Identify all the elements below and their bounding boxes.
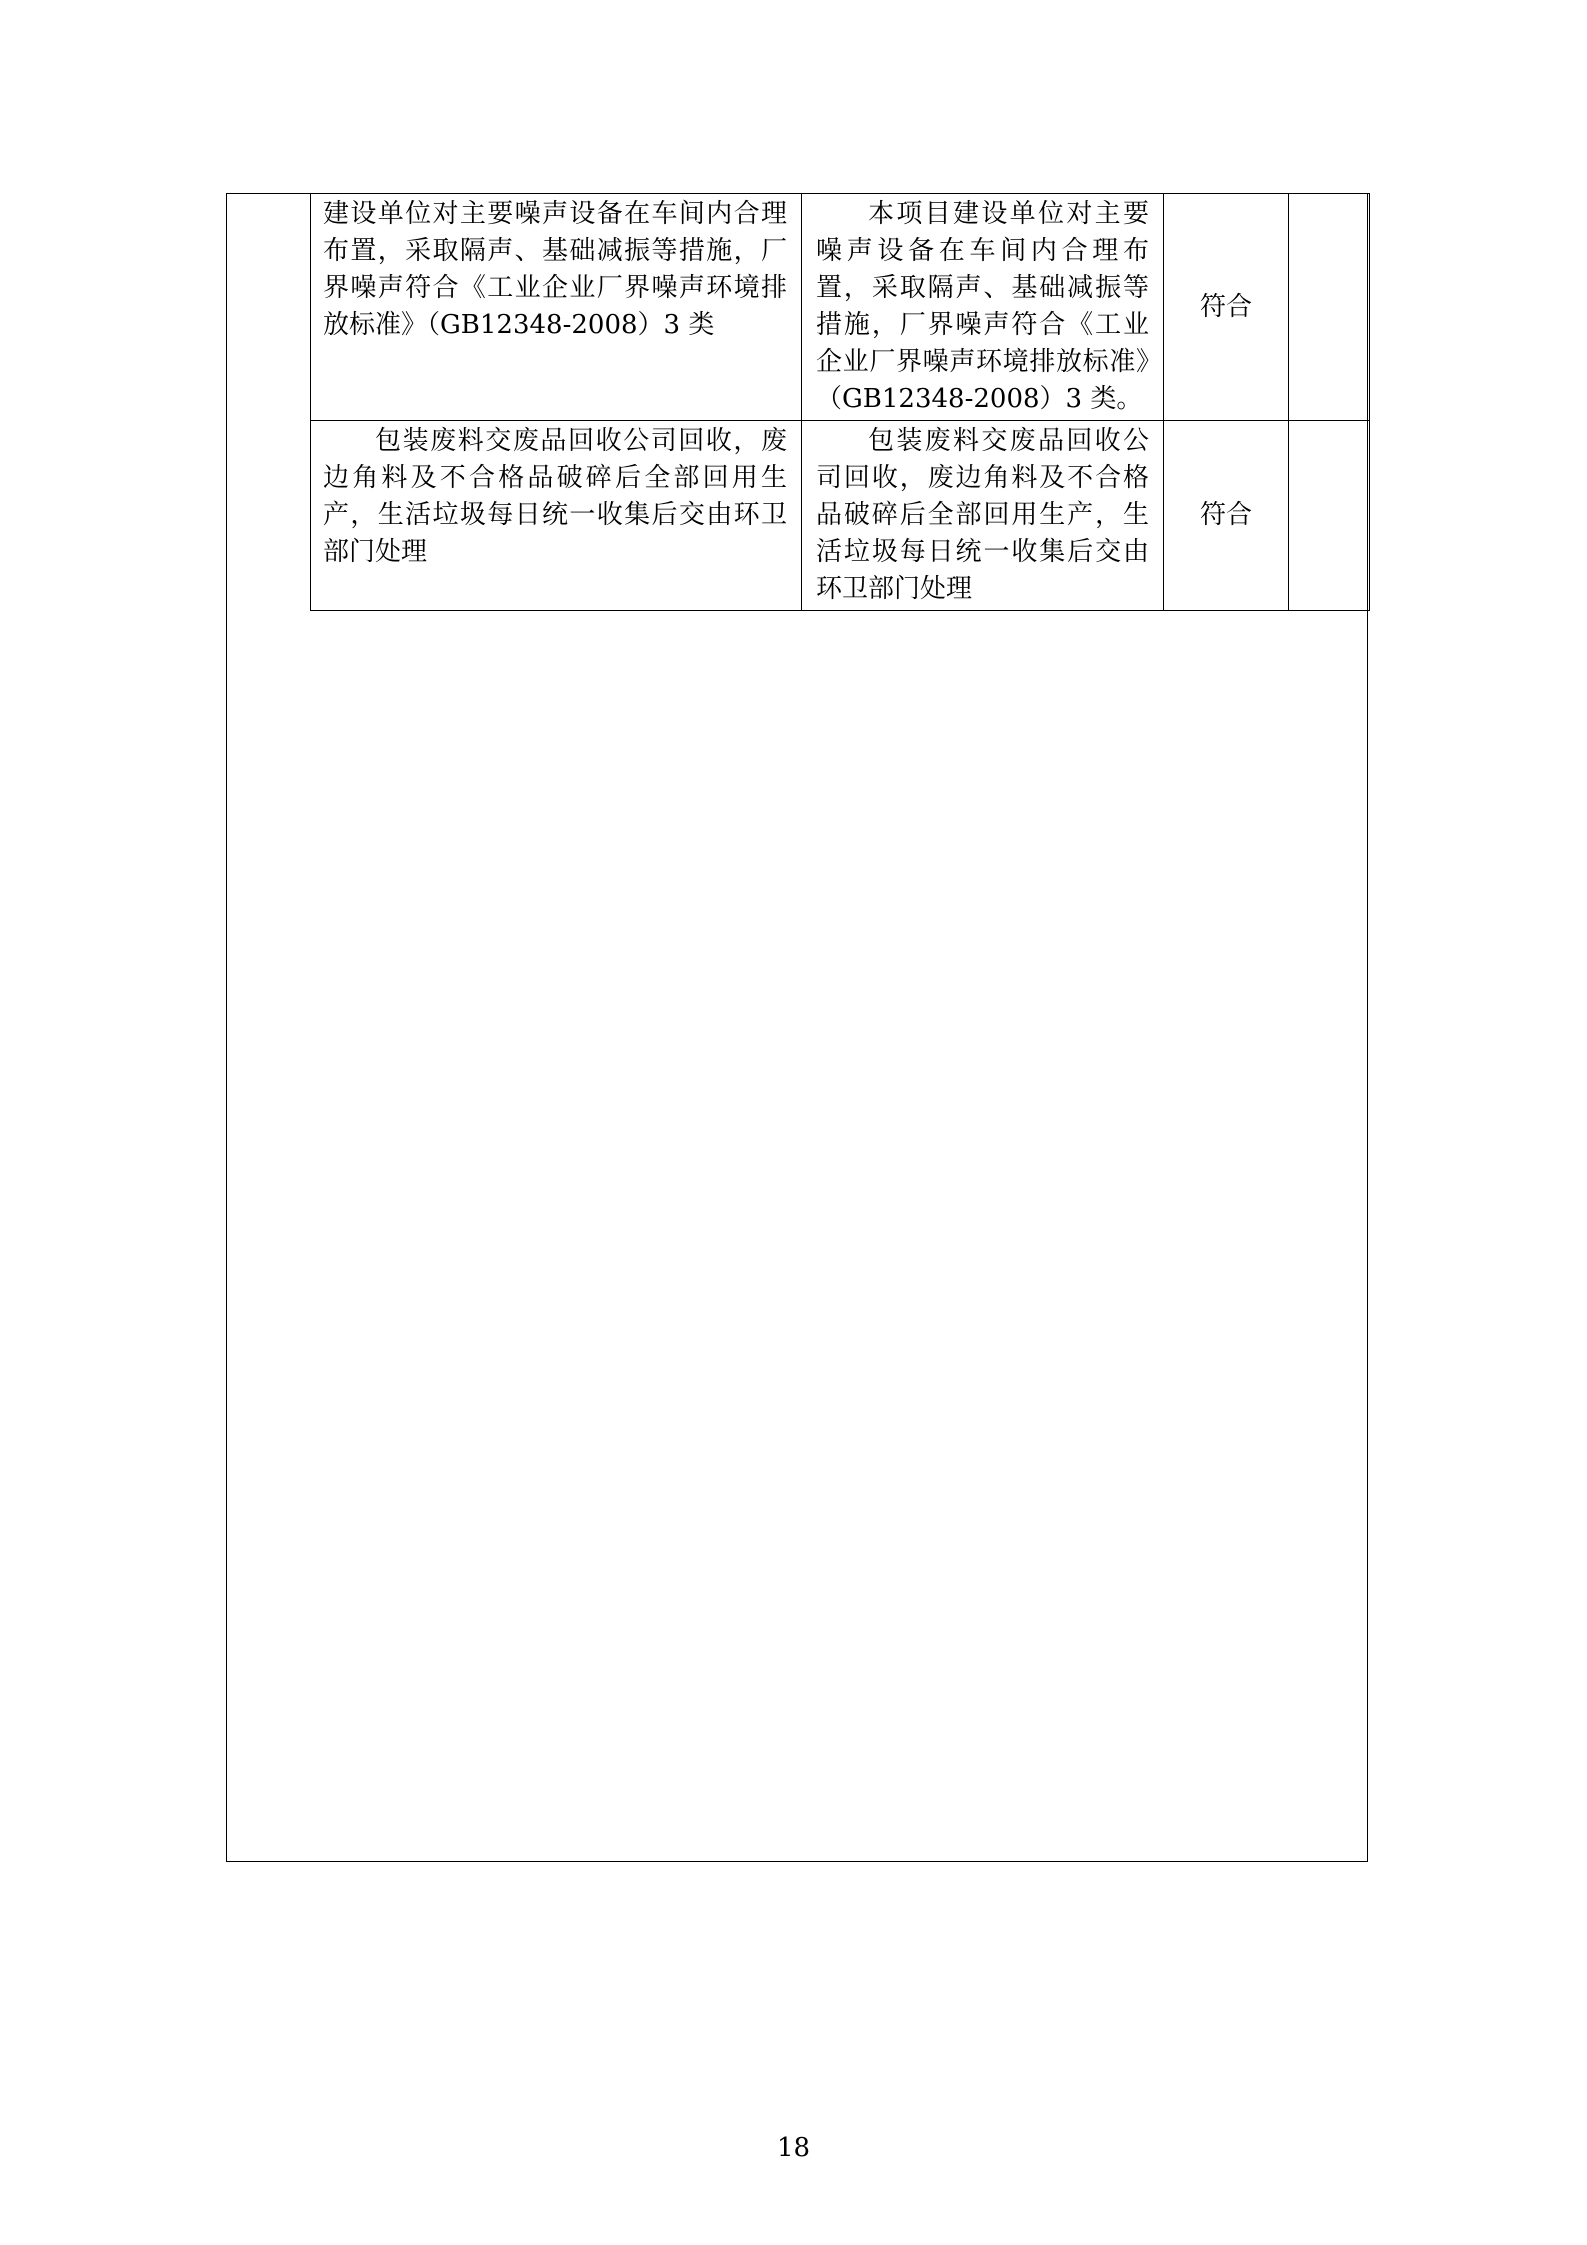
- table-row: [311, 194, 1370, 421]
- compliance-table: [310, 193, 1370, 611]
- implementation-cell: 本项目建设单位对主要噪声设备在车间内合理布置，采取隔声、基础减振等措施，厂界噪声符合《工业企业厂界噪声环境排放标准》（GB12348-2008）3 类。: [802, 194, 1164, 421]
- requirement-cell: 建设单位对主要噪声设备在车间内合理布置，采取隔声、基础减振等措施，厂界噪声符合《工业企业厂界噪声环境排放标准》（GB12348-2008）3 类: [311, 194, 802, 421]
- page-number: 18: [776, 2133, 811, 2163]
- implementation-cell: 包装废料交废品回收公司回收，废边角料及不合格品破碎后全部回用生产，生活垃圾每日统一收集后交由环卫部门处理: [802, 421, 1164, 611]
- empty-cell: [1289, 194, 1370, 421]
- requirement-cell: 包装废料交废品回收公司回收，废边角料及不合格品破碎后全部回用生产，生活垃圾每日统一收集后交由环卫部门处理: [311, 421, 802, 611]
- table-row: [311, 421, 1370, 611]
- result-cell: 符合: [1164, 194, 1289, 421]
- result-cell: 符合: [1164, 421, 1289, 611]
- empty-cell: [1289, 421, 1370, 611]
